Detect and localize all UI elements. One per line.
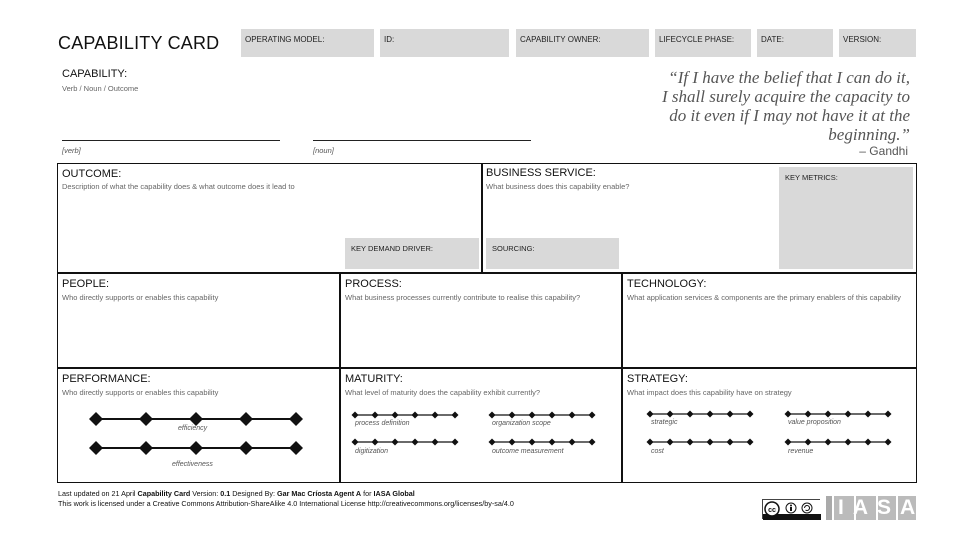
- footer-line-1: [58, 489, 514, 499]
- svg-text:cc: cc: [768, 507, 776, 514]
- pms-divider-1: [339, 368, 341, 483]
- people-heading: PEOPLE:: [62, 278, 110, 290]
- operating-model-field[interactable]: OPERATING MODEL:: [241, 29, 374, 57]
- quote-author: – Gandhi: [859, 144, 908, 158]
- footer-org: IASA Global: [373, 489, 415, 498]
- key-demand-driver-field[interactable]: KEY DEMAND DRIVER:: [345, 238, 479, 269]
- ppt-divider-1: [339, 273, 341, 368]
- footer-license: This work is licensed under a Creative Commons Attribution-ShareAlike 4.0 International License http://creativecommons.org/licenses/by-sa/4.0: [58, 499, 514, 508]
- process-definition-scale[interactable]: [355, 413, 455, 417]
- outcome-measurement-label: outcome measurement: [492, 448, 564, 455]
- strategic-scale[interactable]: [650, 412, 750, 416]
- footer-version: 0.1: [220, 489, 231, 498]
- footer-for-label: for: [361, 489, 374, 498]
- effectiveness-label: effectiveness: [172, 461, 213, 468]
- people-sub: Who directly supports or enables this capability: [62, 293, 219, 302]
- quote-text: “If I have the belief that I can do it, I shall surely acquire the capacity to do it even if I may not have it at the beginning.”: [661, 68, 910, 144]
- strategy-sub: What impact does this capability have on strategy: [627, 388, 792, 397]
- noun-label: [noun]: [313, 146, 334, 155]
- footer: [58, 489, 514, 509]
- revenue-scale[interactable]: [788, 440, 888, 444]
- maturity-heading: MATURITY:: [345, 373, 403, 385]
- outcome-divider: [481, 163, 483, 273]
- effectiveness-scale[interactable]: [96, 446, 296, 450]
- process-definition-label: process definition: [355, 420, 410, 427]
- footer-prefix: Last updated on 21 April: [58, 489, 138, 498]
- digitization-label: digitization: [355, 448, 389, 455]
- id-field[interactable]: ID:: [380, 29, 509, 57]
- version-field[interactable]: VERSION:: [839, 29, 916, 57]
- performance-sub: Who directly supports or enables this capability: [62, 388, 219, 397]
- organization-scope-scale[interactable]: [492, 413, 592, 417]
- capability-owner-field[interactable]: CAPABILITY OWNER:: [516, 29, 649, 57]
- footer-designer: Gar Mac Críosta Agent A: [276, 489, 362, 498]
- outcome-measurement-scale[interactable]: [492, 440, 592, 444]
- iasa-logo-text: IASA: [838, 496, 925, 519]
- efficiency-scale[interactable]: [96, 417, 296, 421]
- outcome-sub: Description of what the capability does & what outcome does it lead to: [62, 182, 295, 191]
- organization-scope-label: organization scope: [492, 420, 551, 427]
- cost-scale[interactable]: [650, 440, 750, 444]
- maturity-sub: What level of maturity does the capability exhibit currently?: [345, 388, 541, 397]
- key-metrics-field[interactable]: KEY METRICS:: [779, 167, 913, 269]
- outcome-heading: OUTCOME:: [62, 168, 122, 180]
- ppt-panel: [57, 273, 917, 368]
- efficiency-label: efficiency: [178, 425, 208, 432]
- verb-line[interactable]: [62, 140, 280, 141]
- strategic-label: strategic: [651, 419, 678, 426]
- technology-heading: TECHNOLOGY:: [627, 278, 707, 290]
- footer-version-label: Version:: [190, 489, 221, 498]
- card-title: CAPABILITY CARD: [58, 33, 220, 53]
- lifecycle-phase-field[interactable]: LIFECYCLE PHASE:: [655, 29, 751, 57]
- pms-divider-2: [621, 368, 623, 483]
- cc-icon: [763, 500, 821, 520]
- date-field[interactable]: DATE:: [757, 29, 833, 57]
- process-heading: PROCESS:: [345, 278, 402, 290]
- performance-heading: PERFORMANCE:: [62, 373, 151, 385]
- technology-sub: What application services & components are the primary enablers of this capability: [627, 293, 901, 302]
- footer-designed-label: Designed By:: [230, 489, 277, 498]
- capability-heading: CAPABILITY:: [62, 68, 128, 80]
- sourcing-field[interactable]: SOURCING:: [486, 238, 619, 269]
- ppt-divider-2: [621, 273, 623, 368]
- strategy-heading: STRATEGY:: [627, 373, 688, 385]
- cost-label: cost: [651, 448, 664, 455]
- business-service-sub: What business does this capability enable?: [486, 182, 630, 191]
- digitization-scale[interactable]: [355, 440, 455, 444]
- cc-license-badge[interactable]: [762, 499, 820, 519]
- revenue-label: revenue: [788, 448, 814, 455]
- value-proposition-scale[interactable]: [788, 412, 888, 416]
- business-service-heading: BUSINESS SERVICE:: [486, 167, 596, 179]
- verb-label: [verb]: [62, 146, 81, 155]
- footer-card-name: Capability Card: [137, 489, 191, 498]
- process-sub: What business processes currently contribute to realise this capability?: [345, 293, 581, 302]
- value-proposition-label: value proposition: [788, 419, 841, 426]
- capability-sub: Verb / Noun / Outcome: [62, 84, 139, 93]
- noun-line[interactable]: [313, 140, 531, 141]
